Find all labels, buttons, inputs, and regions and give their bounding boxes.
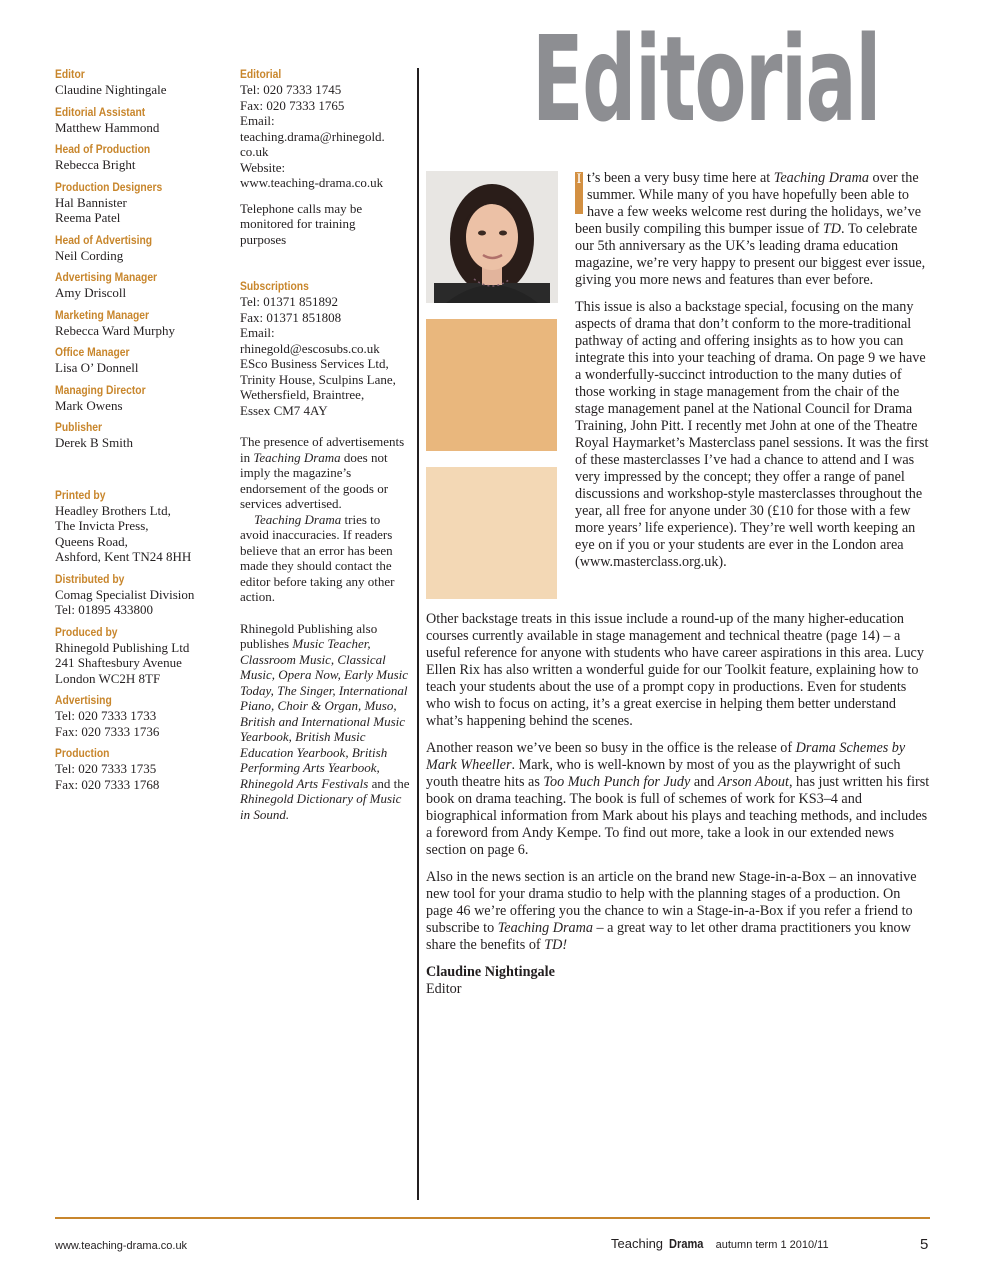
credit-label: Managing Director — [55, 382, 146, 397]
footer-rule — [55, 1217, 930, 1219]
credit-block — [55, 625, 225, 687]
drop-cap: I — [575, 172, 583, 214]
credit-label: Office Manager — [55, 345, 130, 359]
credit-label: Produced by — [55, 624, 118, 639]
credit-value-line: 241 Shaftesbury Avenue — [55, 655, 182, 670]
credit-block — [55, 308, 225, 339]
signature-name: Claudine Nightingale — [426, 964, 555, 980]
credit-value-line: Rebecca Ward Murphy — [55, 322, 176, 338]
credit-value — [55, 435, 225, 451]
credit-block — [55, 142, 225, 173]
accuracy-note: Teaching Drama tries to avoid inaccuracies. If readers believe that an error has been made they should contact the editor before taking any other action. — [240, 511, 395, 604]
credit-value — [55, 285, 225, 301]
credit-value-line: Fax: 020 7333 1768 — [55, 776, 160, 792]
subscriptions-label: Subscriptions — [240, 279, 309, 293]
credit-value-line: Hal Bannister — [55, 194, 127, 210]
credit-value — [55, 503, 225, 565]
credit-value — [55, 360, 225, 376]
credit-value-line: Tel: 020 7333 1735 — [55, 761, 157, 776]
credit-label: Editorial Assistant — [55, 104, 146, 119]
editor-portrait — [426, 171, 558, 303]
credit-value-line: Tel: 01895 433800 — [55, 602, 154, 617]
credit-block — [55, 572, 225, 618]
credit-value-line: Neil Cording — [55, 247, 124, 263]
credit-value-line: Reema Patel — [55, 210, 121, 225]
phone-note-line: monitored for training — [240, 216, 356, 231]
subscriptions-contact — [240, 294, 410, 418]
subscriptions-contact-line: Tel: 01371 851892 — [240, 294, 339, 309]
footer-issue-info — [611, 1236, 829, 1251]
credit-label: Production — [55, 746, 110, 760]
credit-value-line: The Invicta Press, — [55, 518, 149, 533]
subscriptions-contact-line: Email: — [240, 325, 275, 340]
signature-role: Editor — [426, 981, 462, 997]
page-title: Editorial — [532, 10, 880, 148]
contact-column — [240, 67, 410, 832]
editor-portrait-illustration — [426, 171, 558, 303]
editorial-body-top — [575, 170, 930, 581]
credit-block — [55, 420, 225, 451]
credit-value-line: Derek B Smith — [55, 435, 133, 450]
credit-label: Advertising — [55, 693, 112, 707]
page-number: 5 — [920, 1236, 929, 1253]
credit-block — [55, 345, 225, 376]
credit-value — [55, 195, 225, 226]
editorial-contact-line: www.teaching-drama.co.uk — [240, 175, 384, 190]
credit-label: Editor — [55, 67, 85, 81]
credit-value-line: Mark Owens — [55, 397, 123, 413]
credit-value-line: Tel: 020 7333 1733 — [55, 708, 157, 723]
magazine-name-1: Teaching — [611, 1236, 664, 1251]
subscriptions-contact-line: Trinity House, Sculpins Lane, — [240, 371, 396, 387]
issue-label: autumn term 1 2010/11 — [715, 1239, 829, 1251]
credit-label: Head of Production — [55, 142, 151, 156]
credit-value-line: Amy Driscoll — [55, 285, 127, 300]
subscriptions-contact-line: Essex CM7 4AY — [240, 402, 328, 418]
credit-label: Production Designers — [55, 179, 163, 194]
credit-value-line: Lisa O’ Donnell — [55, 360, 139, 375]
credit-value — [55, 640, 225, 687]
credit-value-line: Rhinegold Publishing Ltd — [55, 639, 190, 655]
credit-label: Printed by — [55, 487, 106, 502]
advertising-disclaimer: The presence of advertisements in Teaching Drama does not imply the magazine’s endorsement of the goods or services advertised. — [240, 434, 405, 511]
phone-monitoring-note — [240, 201, 410, 248]
credit-value — [55, 398, 225, 414]
credit-value — [55, 120, 225, 136]
credit-label: Distributed by — [55, 571, 125, 586]
editorial-body-bottom — [426, 611, 930, 998]
editorial-contact-line: Website: — [240, 159, 286, 175]
credit-value — [55, 708, 225, 739]
credit-block — [55, 693, 225, 739]
credit-block — [55, 67, 225, 98]
credits-spacer — [55, 458, 225, 488]
credit-label: Marketing Manager — [55, 307, 150, 322]
credit-value-line: Fax: 020 7333 1736 — [55, 723, 160, 739]
paragraph-5: Also in the news section is an article on the brand new Stage-in-a-Box – an innovative new tool for your drama studio to help with the planning stages of a production. On page 46 we’re offering you the chance to win a Stage-in-a-Box if you refer a friend to subscribe to Teaching Drama – a great way to let other drama practitioners you know share the benefits of TD! — [426, 869, 917, 953]
credit-value-line: Ashford, Kent TN24 8HH — [55, 549, 192, 564]
credit-block — [55, 180, 225, 226]
editorial-contact-line: Email: — [240, 113, 275, 128]
credit-value-line: London WC2H 8TF — [55, 670, 161, 686]
paragraph-4: Another reason we’ve been so busy in the office is the release of Drama Schemes by Mark Wheeller. Mark, who is well-known by most of you as the playwright of such youth theatre hits as Too Much Punch for Judy and Arson About, has just written his first book on drama teaching. The book is full of schemes of work for KS3–4 and biographical information from Mark about his plays and teaching methods, and includes a foreword from Andy Kempe. To find out more, take a look in our extended news section on page 6. — [426, 740, 930, 858]
credit-value — [55, 157, 225, 173]
credit-label: Advertising Manager — [55, 270, 158, 284]
phone-note-line: purposes — [240, 231, 287, 247]
column-divider — [417, 68, 419, 1200]
accent-swatch-dark — [426, 319, 557, 451]
credit-block — [55, 383, 225, 414]
rhinegold-titles: Rhinegold Publishing also publishes Music Teacher, Classroom Music, Classical Music, Opera Now, Early Music Today, The Singer, International Piano, Choir & Organ, Muso, British and International Music Yearbook, British Music Education Yearbook, British Performing Arts Yearbook, Rhinegold Arts Festivals and the Rhinegold Dictionary of Music in Sound. — [240, 620, 410, 822]
credit-value — [55, 323, 225, 339]
credit-block — [55, 270, 225, 301]
credit-block — [55, 488, 225, 565]
credit-block — [55, 105, 225, 136]
subscriptions-contact-line: ESco Business Services Ltd, — [240, 356, 389, 371]
paragraph-1: I t’s been a very busy time here at Teaching Drama over the summer. While many of you have hopefully been able to have a few weeks welcome rest during the holidays, we’ve been busily compiling this bumper issue of TD. To celebrate our 5th anniversary as the UK’s leading drama education magazine, we’re very happy to present our biggest ever issue, giving you more news and features than ever before. — [575, 170, 926, 288]
accent-swatch-light — [426, 467, 557, 599]
credit-value-line: Comag Specialist Division — [55, 586, 195, 602]
credit-value — [55, 82, 225, 98]
credit-value — [55, 248, 225, 264]
editorial-contact-line: teaching.drama@rhinegold. — [240, 128, 385, 144]
credit-value — [55, 761, 225, 792]
subscriptions-contact-line: Fax: 01371 851808 — [240, 309, 342, 325]
credit-value-line: Headley Brothers Ltd, — [55, 502, 171, 518]
credit-value-line: Queens Road, — [55, 533, 128, 549]
subscriptions-contact-line: rhinegold@escosubs.co.uk — [240, 340, 380, 356]
editorial-contact — [240, 82, 410, 191]
credit-block — [55, 746, 225, 792]
credit-value-line: Claudine Nightingale — [55, 82, 167, 97]
credit-value-line: Matthew Hammond — [55, 119, 160, 135]
credit-value-line: Rebecca Bright — [55, 157, 136, 172]
paragraph-2: This issue is also a backstage special, focusing on the many aspects of drama that don’t conform to the more-traditional pathway of acting and offering insights as to how you can integrate this into your teaching of drama. On page 9 we have a wonderfully-succinct introduction to the many duties of those working in stage management from the chair of the stage management panel at the National Council for Drama Training, John Pitt. I recently met John at one of the Theatre Royal Haymarket’s Masterclass panel sessions. It was the first of these masterclasses I’ve had a chance to attend and I was very impressed by the concept; they offer a range of panel discussions and workshop-style masterclasses throughout the year, all free for anyone under 30 (£10 for those with a few more years’ life experience). They’re well worth keeping an eye on if you or your students are ever in the London area (www.masterclass.org.uk). — [575, 299, 929, 570]
paragraph-3: Other backstage treats in this issue include a round-up of the many higher-education courses currently available in stage management and technical theatre (page 14) – a useful reference for anyone with students who have career aspirations in this area. Lucy Ellen Rix has also written a wonderful guide for our Toolkit feature, explaining how to teach your students about the use of a prompt copy in productions. Even for students who wish to focus on acting, it’s a great exercise in helping them better understand what’s happening behind the scenes. — [426, 611, 924, 729]
credit-value — [55, 587, 225, 618]
phone-note-line: Telephone calls may be — [240, 200, 363, 216]
editorial-contact-line: Fax: 020 7333 1765 — [240, 97, 345, 113]
credit-block — [55, 233, 225, 264]
editorial-label: Editorial — [240, 67, 282, 81]
credits-column — [55, 67, 225, 799]
credit-label: Head of Advertising — [55, 232, 153, 247]
editorial-contact-line: co.uk — [240, 144, 269, 159]
subscriptions-contact-line: Wethersfield, Braintree, — [240, 387, 365, 402]
credit-label: Publisher — [55, 420, 103, 434]
magazine-name-2: Drama — [669, 1236, 704, 1251]
editorial-contact-line: Tel: 020 7333 1745 — [240, 82, 342, 97]
footer-url[interactable]: www.teaching-drama.co.uk — [55, 1240, 188, 1252]
